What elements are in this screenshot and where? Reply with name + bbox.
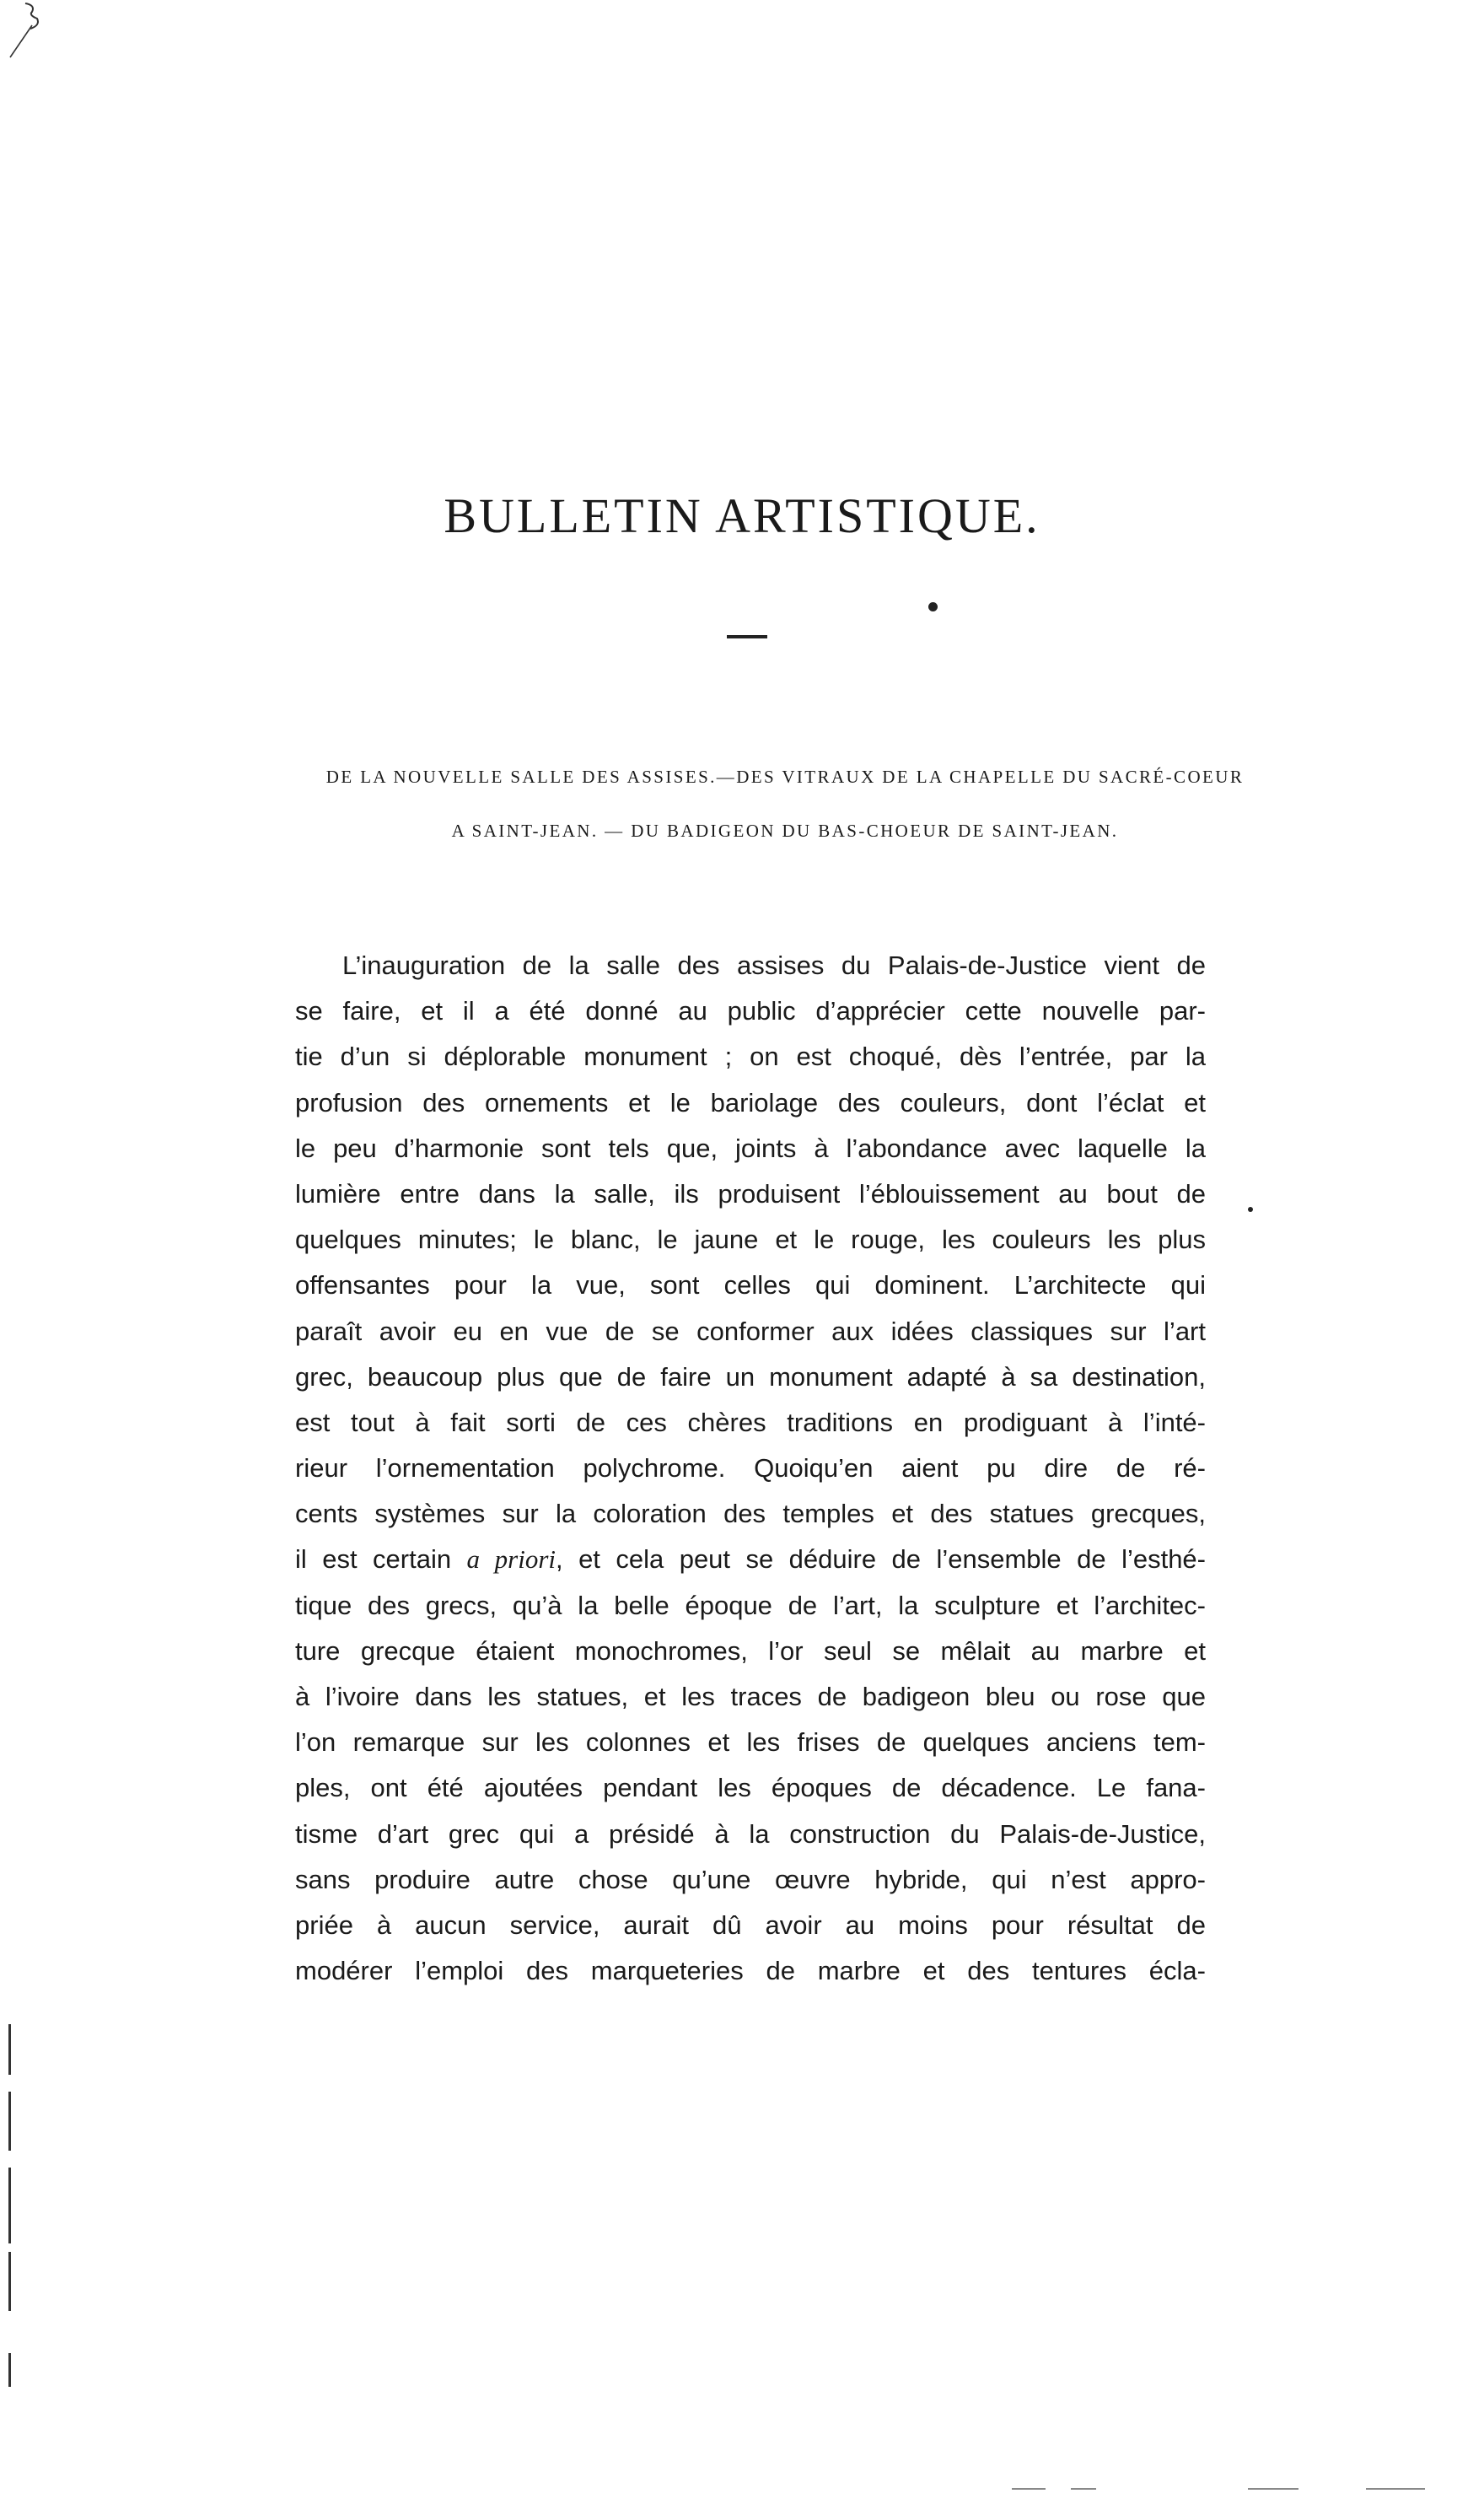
- scan-artifact: [1012, 2488, 1046, 2490]
- ink-speck: [928, 602, 938, 611]
- scan-artifact: [8, 2353, 11, 2387]
- scan-artifact: [1248, 2488, 1298, 2490]
- text-line: sans produire autre chose qu’une œuvre hybride, qui n’est appro-: [295, 1864, 1206, 1894]
- subtitle-line-2: A SAINT-JEAN. — DU BADIGEON DU BAS-CHOEUR DE SAINT-JEAN.: [451, 821, 1119, 841]
- subtitle-line-1: DE LA NOUVELLE SALLE DES ASSISES.—DES VITRAUX DE LA CHAPELLE DU SACRÉ-COEUR: [325, 767, 1245, 787]
- scan-artifact: [1071, 2488, 1096, 2490]
- text-line: tie d’un si déplorable monument ; on est choqué, dès l’entrée, par la: [295, 1042, 1206, 1072]
- scan-artifact: [8, 2168, 11, 2243]
- text-line-with-italic: il est certain a priori, et cela peut se déduire de l’ensemble de l’esthé-: [295, 1544, 1206, 1575]
- text-line: profusion des ornements et le bariolage des couleurs, dont l’éclat et: [295, 1087, 1206, 1118]
- text-line: rieur l’ornementation polychrome. Quoiqu’en aient pu dire de ré-: [295, 1453, 1206, 1484]
- scan-artifact: [8, 2024, 11, 2075]
- text-line: modérer l’emploi des marqueteries de marbre et des tentures écla-: [295, 1956, 1206, 1986]
- text-line: l’on remarque sur les colonnes et les frises de quelques anciens tem-: [295, 1727, 1206, 1758]
- ink-speck: [1248, 1207, 1253, 1212]
- scan-artifact: [1366, 2488, 1425, 2490]
- text-line: L’inauguration de la salle des assises du Palais-de-Justice vient de: [342, 951, 1206, 980]
- text-line: se faire, et il a été donné au public d’apprécier cette nouvelle par-: [295, 996, 1206, 1026]
- text-line: à l’ivoire dans les statues, et les traces de badigeon bleu ou rose que: [295, 1682, 1206, 1711]
- text-line: lumière entre dans la salle, ils produisent l’éblouissement au bout de: [295, 1178, 1206, 1209]
- text-line: est tout à fait sorti de ces chères traditions en prodiguant à l’inté-: [295, 1407, 1206, 1437]
- text-line: le peu d’harmonie sont tels que, joints à l’abondance avec laquelle la: [295, 1133, 1206, 1163]
- scan-artifact: [8, 2092, 11, 2151]
- text-line: cents systèmes sur la coloration des temples et des statues grecques,: [295, 1499, 1206, 1529]
- text-line: grec, beaucoup plus que de faire un monument adapté à sa destination,: [295, 1361, 1206, 1392]
- text-line: paraît avoir eu en vue de se conformer aux idées classiques sur l’art: [295, 1316, 1206, 1346]
- scan-artifact: [8, 2252, 11, 2311]
- text-line: tisme d’art grec qui a présidé à la construction du Palais-de-Justice,: [295, 1818, 1206, 1849]
- text-line: ture grecque étaient monochromes, l’or seul se mêlait au marbre et: [295, 1635, 1206, 1666]
- text-line: ples, ont été ajoutées pendant les époques de décadence. Le fana-: [295, 1773, 1206, 1803]
- italic-phrase: a priori: [466, 1544, 556, 1575]
- text-line: offensantes pour la vue, sont celles qui dominent. L’architecte qui: [295, 1270, 1206, 1301]
- pencil-mark-icon: [7, 0, 46, 59]
- text-line: priée à aucun service, aurait dû avoir au moins pour résultat de: [295, 1909, 1206, 1940]
- title-rule: [727, 635, 767, 638]
- body-text: [295, 943, 1206, 1994]
- text-line: quelques minutes; le blanc, le jaune et le rouge, les couleurs les plus: [295, 1225, 1206, 1255]
- page-title: BULLETIN ARTISTIQUE.: [444, 488, 1040, 543]
- text-line: tique des grecs, qu’à la belle époque de l’art, la sculpture et l’architec-: [295, 1590, 1206, 1620]
